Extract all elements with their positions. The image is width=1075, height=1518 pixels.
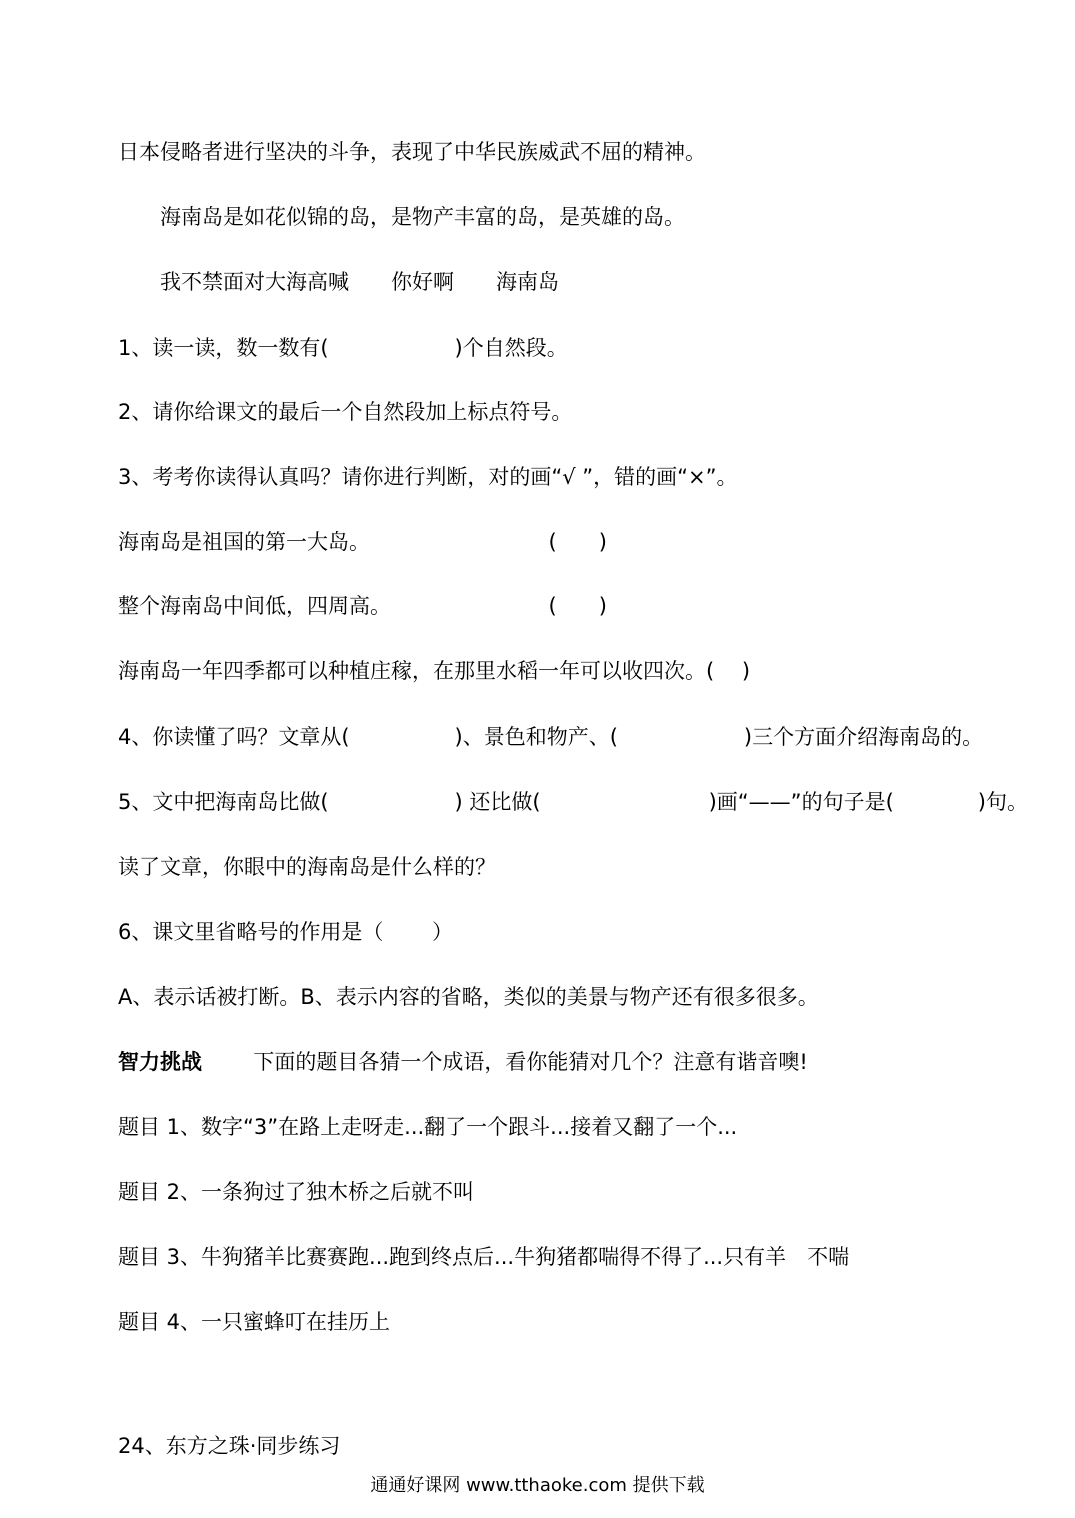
footer-text: 通通好课网 www.tthaoke.com 提供下载 [370,1475,705,1496]
challenge-title: 智力挑战 [118,1050,202,1074]
question-3: 3、考考你读得认真吗？请你进行判断，对的画“√ ”，错的画“×”。 [118,465,738,489]
next-section-title: 24、东方之珠·同步练习 [118,1434,341,1458]
question-6: 6、课文里省略号的作用是（ ） [118,920,454,944]
text-line: 读了文章，你眼中的海南岛是什么样的？ [118,855,496,879]
riddle-1: 题目 1、数字“3”在路上走呀走...翻了一个跟斗...接着又翻了一个... [118,1115,738,1139]
riddle-2: 题目 2、一条狗过了独木桥之后就不叫 [118,1180,475,1204]
riddle-3: 题目 3、牛狗猪羊比赛赛跑...跑到终点后...牛狗猪都喘得不得了...只有羊 不喘 [118,1245,850,1269]
text-line: 海南岛是如花似锦的岛，是物产丰富的岛，是英雄的岛。 [160,205,685,229]
judgment-item: 海南岛是祖国的第一大岛。 ( ) [118,530,607,554]
question-5: 5、文中把海南岛比做( ) 还比做( )画“——”的句子是( )句。 [118,790,1028,814]
judgment-item: 整个海南岛中间低，四周高。 ( ) [118,594,607,618]
answer-options: A、表示话被打断。B、表示内容的省略，类似的美景与物产还有很多很多。 [118,985,819,1009]
riddle-4: 题目 4、一只蜜蜂叮在挂历上 [118,1310,391,1334]
question-1: 1、读一读，数一数有( )个自然段。 [118,336,568,360]
question-4: 4、你读懂了吗？文章从( )、景色和物产、( )三个方面介绍海南岛的。 [118,725,984,749]
question-2: 2、请你给课文的最后一个自然段加上标点符号。 [118,400,573,424]
text-line: 日本侵略者进行坚决的斗争，表现了中华民族威武不屈的精神。 [118,140,706,164]
challenge-line [118,1048,808,1076]
judgment-item: 海南岛一年四季都可以种植庄稼，在那里水稻一年可以收四次。( ) [118,659,751,683]
text-line: 我不禁面对大海高喊 你好啊 海南岛 [160,270,559,294]
challenge-intro: 下面的题目各猜一个成语，看你能猜对几个？注意有谐音噢! [253,1050,808,1074]
